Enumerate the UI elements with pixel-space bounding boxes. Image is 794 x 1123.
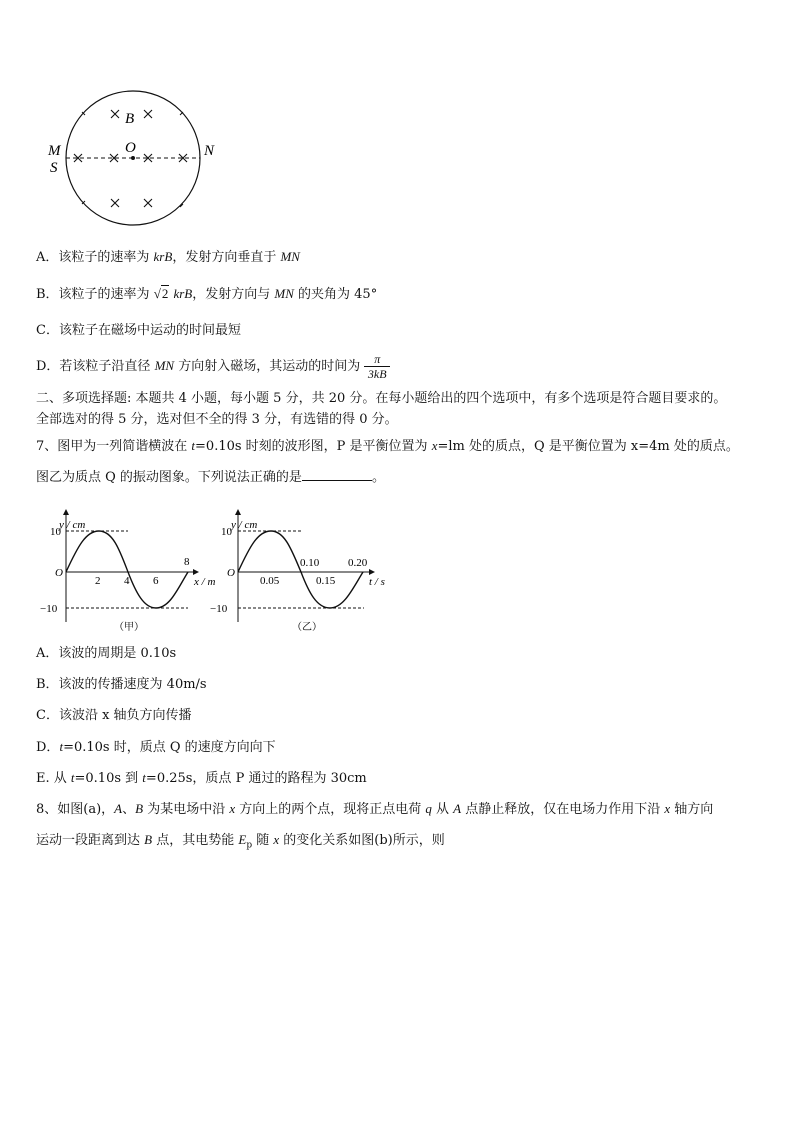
ttick-0.15: 0.15 — [316, 575, 336, 587]
q7-option-c: C．该波沿 x 轴负方向传播 — [36, 708, 192, 723]
label-s: S — [50, 160, 58, 176]
q8-stem-line1: 8、如图(a)，A、B 为某电场中沿 x 方向上的两个点，现将正点电荷 q 从 A 点静止释放，仅在电场力作用下沿 x 轴方向 — [36, 801, 714, 817]
ttick-0.10: 0.10 — [300, 557, 320, 569]
ttick-0.05: 0.05 — [260, 575, 280, 587]
q8-stem-line2: 运动一段距离到达 B 点，其电势能 $E_p$ 随 x 的变化关系如图(b)所示，则 — [36, 832, 445, 851]
q7-option-a: A．该波的周期是 0.10s — [36, 646, 177, 661]
ytick-bottom: −10 — [40, 603, 58, 615]
q7-stem-line2: 图乙为质点 Q 的振动图象。下列说法正确的是 。 — [36, 470, 385, 485]
q7-stem-line1: 7、图甲为一列简谐横波在 t=0.10s 时刻的波形图，P 是平衡位置为 x=lm 处的质点，Q 是平衡位置为 x=4m 处的质点。 — [36, 438, 739, 454]
vibration-graph-yi — [208, 506, 398, 634]
section2-line1: 二、多项选择题: 本题共 4 小题，每小题 5 分，共 20 分。在每小题给出的四个选项中，有多个选项是符合题目要求的。 — [36, 391, 727, 406]
label-b: B — [125, 111, 135, 127]
q7-option-b: B．该波的传播速度为 40m/s — [36, 677, 207, 692]
ytick-top: 10 — [221, 526, 232, 538]
y-label: y / cm — [59, 519, 86, 531]
q6-option-c: C．该粒子在磁场中运动的时间最短 — [36, 323, 241, 338]
wave-graph-jia — [38, 506, 228, 634]
center-point-o — [131, 156, 135, 160]
label-o: O — [125, 140, 136, 156]
label-m: M — [48, 143, 61, 159]
label-n: N — [204, 143, 215, 159]
xtick-2: 2 — [95, 575, 101, 587]
q6-option-a: A．该粒子的速率为 krB，发射方向垂直于 MN — [36, 249, 300, 265]
origin-label: O — [227, 567, 235, 579]
time-fraction: $\frac{\pi}{3kB}$ — [364, 353, 390, 381]
wave-curve — [66, 531, 188, 608]
xtick-8: 8 — [184, 556, 190, 568]
q7-option-e: E. 从 t=0.10s 到 t=0.25s，质点 P 通过的路程为 30cm — [36, 770, 367, 786]
magnetic-field-circle-figure — [44, 88, 234, 238]
answer-blank[interactable] — [302, 468, 372, 481]
q6-option-d: D．若该粒子沿直径 MN 方向射入磁场，其运动的时间为 $\frac{\pi}{3kB}$ — [36, 352, 390, 381]
vibration-curve — [238, 531, 363, 608]
t-label: t / s — [369, 576, 385, 588]
ytick-bottom: −10 — [210, 603, 228, 615]
section2-line2: 全部选对的得 5 分，选对但不全的得 3 分，有选错的得 0 分。 — [36, 412, 398, 427]
sqrt-symbol: √2 — [153, 286, 169, 301]
origin-label: O — [55, 567, 63, 579]
ttick-0.20: 0.20 — [348, 557, 368, 569]
ytick-top: 10 — [50, 526, 61, 538]
caption-yi: （乙） — [292, 622, 322, 633]
q6-option-b: B．该粒子的速率为 √2 krB，发射方向与 MN 的夹角为 45° — [36, 286, 378, 302]
q7-option-d: D．t=0.10s 时，质点 Q 的速度方向向下 — [36, 739, 276, 755]
xtick-6: 6 — [153, 575, 159, 587]
x-label: x / m — [194, 576, 216, 588]
y-label: y / cm — [231, 519, 258, 531]
xtick-4: 4 — [124, 575, 130, 587]
caption-jia: （甲） — [114, 622, 144, 633]
